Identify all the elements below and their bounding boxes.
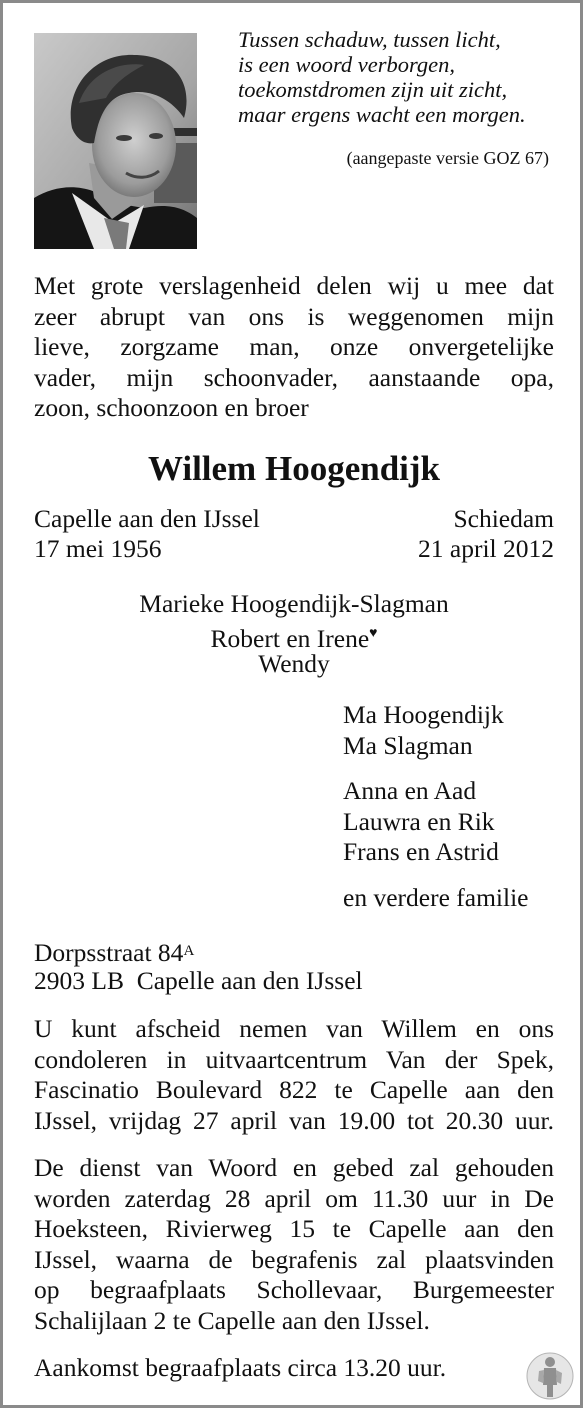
announcement-text (34, 271, 554, 424)
birth-date: 17 mei 1956 (34, 534, 162, 563)
list-item: Ma Slagman (343, 730, 473, 760)
poem-line: Tussen schaduw, tussen licht, (238, 27, 501, 52)
text-line: IJssel, vrijdag 27 april van 19.00 tot 20.30 uur. (34, 1105, 554, 1135)
deceased-name: Willem Hoogendijk (147, 449, 440, 488)
birth-place: Capelle aan den IJssel (34, 504, 260, 533)
text-line: De dienst van Woord en gebed zal gehouden (34, 1153, 554, 1182)
child1-names: Robert en Irene (210, 624, 370, 653)
street: Dorpsstraat 84 (34, 938, 184, 967)
dates-row (34, 534, 554, 564)
spouse-name: Marieke Hoogendijk-Slagman (139, 589, 449, 618)
poem-line: maar ergens wacht een morgen. (238, 102, 526, 127)
poem-line: toekomstdromen zijn uit zicht, (238, 77, 508, 102)
address-street (34, 936, 194, 968)
memorial-figure-logo (526, 1351, 574, 1401)
list-item: Ma Hoogendijk (343, 700, 504, 729)
portrait-photo (34, 33, 197, 249)
text-line: Hoeksteen, Rivierweg 15 te Capelle aan den (34, 1214, 554, 1243)
text-line: condoleren in uitvaartcentrum Van der Spek, (34, 1044, 554, 1074)
text-line: op begraafplaats Schollevaar, Burgemeester (34, 1275, 554, 1304)
death-date: 21 april 2012 (418, 534, 554, 563)
house-suffix: A (183, 943, 195, 959)
poem (238, 27, 556, 127)
poem-source: (aangepaste versie GOZ 67) (346, 148, 549, 168)
extended-family: en verdere familie (343, 883, 529, 912)
places-row (34, 504, 554, 534)
text-line: Fascinatio Boulevard 822 te Capelle aan den (34, 1075, 554, 1104)
list-item: Frans en Astrid (343, 837, 499, 866)
text-line: IJssel, waarna de begrafenis zal plaatsvinden (34, 1244, 554, 1274)
text-line: Schalijlaan 2 te Capelle aan den IJssel. (34, 1305, 430, 1335)
list-item: Lauwra en Rik (343, 806, 495, 836)
address-city-line (34, 966, 363, 996)
poem-line: is een woord verborgen, (238, 52, 456, 77)
heart-icon: ♥ (369, 626, 378, 641)
farewell-text (34, 1014, 554, 1136)
text-line: U kunt afscheid nemen van Willem en ons (34, 1014, 554, 1043)
death-place: Schiedam (453, 504, 554, 533)
postal-code: 2903 LB (34, 966, 124, 995)
service-text (34, 1153, 554, 1336)
text-line: worden zaterdag 28 april om 11.30 uur in De (34, 1183, 554, 1213)
text-line: lieve, zorgzame man, onze onvergetelijke (34, 332, 554, 361)
text-line: zoon, schoonzoon en broer (34, 393, 309, 422)
child2-name: Wendy (258, 649, 330, 678)
siblings-list (343, 776, 499, 868)
city: Capelle aan den IJssel (136, 966, 363, 995)
arrival-text: Aankomst begraafplaats circa 13.20 uur. (34, 1353, 447, 1382)
mothers-list (343, 700, 504, 761)
text-line: Met grote verslagenheid delen wij u mee dat (34, 271, 554, 300)
list-item: Anna en Aad (343, 776, 477, 805)
text-line: zeer abrupt van ons is weggenomen mijn (34, 301, 554, 331)
text-line: vader, mijn schoonvader, aanstaande opa, (34, 362, 554, 392)
